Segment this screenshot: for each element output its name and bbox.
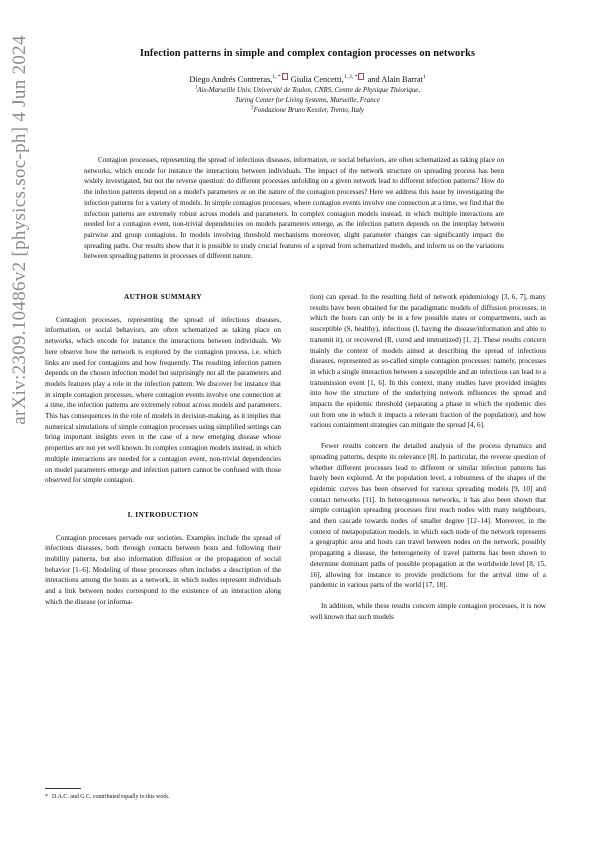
footnote-mark: * — [45, 794, 48, 800]
author-affiliation-sup: 1, 2, * — [343, 74, 358, 81]
affiliation-line: Turing Center for Living Systems, Marseille, France — [235, 97, 380, 104]
abstract: Contagion processes, representing the spread of infectious diseases, information, or social behaviors, are often schematized as taking place on networks, which encode for instance the interactions between individuals. The impact of the network structure on spreading process has been widely investigated, but not the reverse question: do different processes unfolding on a given network lead to different infection patterns? How do the infection patterns depend on a model's parameters or on the nature of the contagion processes? Here we address this issue by investigating the infection patterns for a variety of models. In simple contagion processes, where contagion events involve one connection at a time, we find that the infection patterns are extremely robust across models and parameters. In complex contagion models instead, in which multiple interactions are needed for a contagion event, non-trivial dependencies on models parameters emerge, as the infection pattern depends on the interplay between pairwise and group contagions. In models involving threshold mechanisms moreover, slight parameter changes can significantly impact the spreading paths. Our results show that it is possible to study crucial features of a spread from schematized models, and inform us on the variations between spreading patterns in processes of different nature. — [84, 156, 504, 261]
author-affiliation-sup: 1, * — [272, 74, 281, 81]
author-summary-heading: AUTHOR SUMMARY — [123, 292, 203, 301]
affiliations — [60, 86, 555, 116]
body-paragraph: In addition, while these results concern simple contagion processes, it is now well known that such models — [310, 601, 546, 621]
author-summary-paragraph: Contagion processes, representing the spread of infectious diseases, information, or social behaviors, are often schematized as taking place on networks, which encode for instance the interactions between individuals. We here observe how the network is explored by the contagion process, i.e. which links are used for contagions and how frequently. The resulting infection pattern depends on the chosen infection model but surprisingly not all the parameters and models features play a role in the infection pattern. We discover for instance that in simple contagion processes, where contagion events involve one connection at a time, the infection patterns are extremely robust across models and parameters. This has consequences in the role of models in decision-making, as it implies that numerical simulations of simple contagion processes using simplified settings can bring important insights even in the case of a new emerging disease whose properties are not yet well known. In complex contagion models instead, in which multiple interactions are needed for a contagion event, non-trivial dependencies on model parameters emerge and infection pattern cannot be confused with those observed for simple contagion. — [45, 315, 281, 485]
author-list — [60, 73, 555, 84]
footnote-text: D.A.C. and G.C. contributed equally to this work. — [51, 794, 170, 800]
footnote-link[interactable] — [282, 73, 288, 80]
affiliation-line: Fondazione Bruno Kessler, Trento, Italy — [253, 107, 364, 114]
author-affiliation-sup: 1 — [422, 74, 426, 81]
affiliation-number: 2 — [251, 105, 254, 111]
footnote-rule — [45, 788, 81, 789]
introduction-heading: I. INTRODUCTION — [127, 509, 199, 519]
author-name: and Alain Barrat — [365, 75, 423, 84]
author-name: Giulia Cencetti, — [288, 75, 344, 84]
footnote-link[interactable] — [358, 73, 364, 80]
body-paragraph: Fewer results concern the detailed analysis of the process dynamics and spreading patterns, despite its relevance [8]. In particular, the reverse question of whether different processes lead to different or similar infection patterns has barely been explored. At the population level, a robustness of the shapes of the epidemic curves has been observed for various spreading models [9, 10] and contact networks [11]. In heterogeneous networks, it has also been shown that simple contagion spreading processes first reach nodes with many neighbours, and then cascade towards nodes of smaller degree [12–14]. Moreover, in the context of metapopulation models, in which each node of the network represents a geographic area and hosts can travel between nodes on the network, possibly propagating a disease, the heterogeneity of travel patterns has been shown to determine dominant paths of possible propagation at the worldwide level [8, 15, 16], allowing for instance to provide predictions for the arrival time of a pandemic in various parts of the world [17, 18]. — [310, 442, 546, 590]
right-column — [310, 292, 546, 622]
body-paragraph: tion) can spread. In the resulting field of network epidemiology [3, 6, 7], many results have been obtained for the paradigmatic models of diffusion processes, in which the hosts can only be in a few possible states or compartments, such as susceptible (S, healthy), infectious (I, having the disease/information and able to transmit it), or recovered (R, cured and immunized) [1, 2]. These results concern mainly the context of models aimed at describing the spread of infectious diseases, represented as so-called simple contagion processes: namely, processes in which a single interaction between a susceptible and an infectious can lead to a transmission event [1, 6]. In this context, many studies have provided insights into how the structure of the underlying network influences the spread and impacts the epidemic threshold (separating a phase in which the epidemic dies out from one in which it impacts a relevant fraction of the population), and how various containment strategies can mitigate the spread [4, 6]. — [310, 293, 546, 430]
affiliation-number: 1 — [194, 85, 198, 91]
author-name: Diego Andrés Contreras, — [189, 75, 273, 84]
paper-title: Infection patterns in simple and complex contagion processes on networks — [139, 48, 476, 59]
affiliation-line: Aix-Marseille Univ, Université de Toulon, CNRS, Centre de Physique Théorique, — [197, 87, 421, 94]
footnote — [45, 794, 170, 800]
left-column — [45, 292, 281, 608]
arxiv-identifier: arXiv:2309.10486v2 [physics.soc-ph] 4 Jun 2024 — [9, 35, 30, 425]
introduction-paragraph: Contagion processes pervade our societies. Examples include the spread of infectious diseases, both through contacts between hosts and following their mobility patterns, but also information diffusion or the propagation of social behavior [1–6]. Modeling of these processes often includes a description of the interactions among the hosts as a network, in which nodes represent individuals and a link between nodes correspond to the existence of an interaction along which the disease (or informa- — [45, 533, 281, 606]
